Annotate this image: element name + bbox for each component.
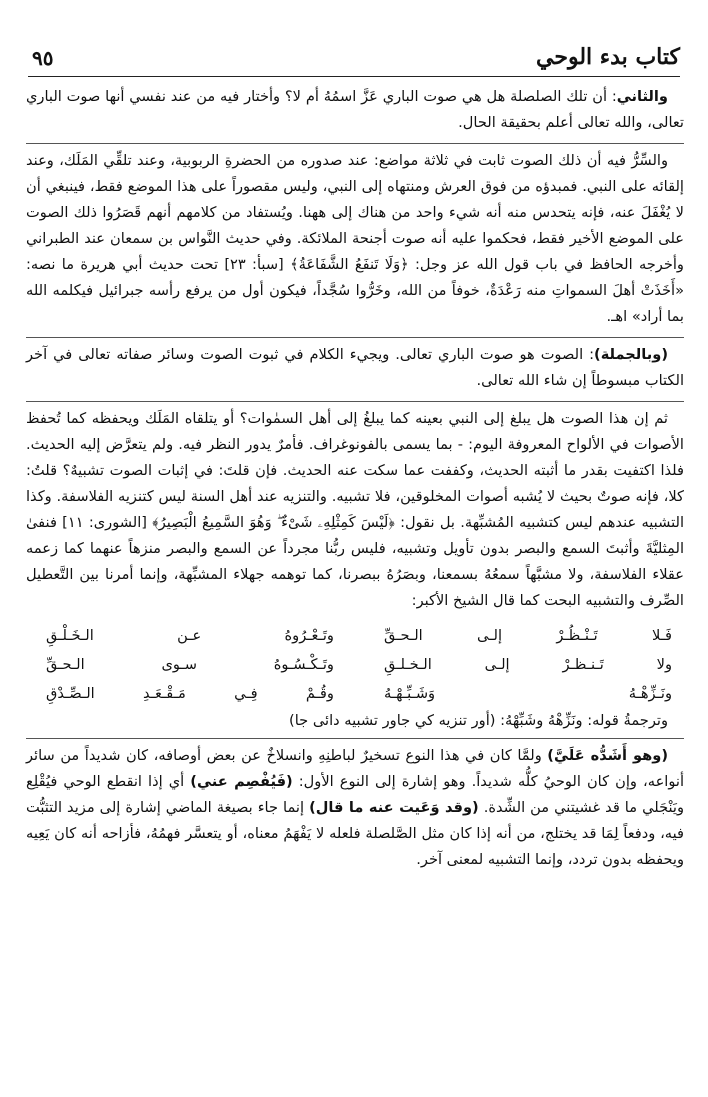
verse-first-half: ونَـزِّهْـهُ وَشَـبِّـهْـهُ xyxy=(384,685,672,702)
quoted-phrase: (وقد وَعَيت عنه ما قال) xyxy=(309,799,479,816)
paragraph-text: : أن تلك الصلصلة هل هي صوت الباري عَزَّ اسمُهُ أم لا؟ وأختار فيه من عند نفسي أنها صوت الباري تعالى، والله تعالى أعلم بحقيقة الحال. xyxy=(26,88,684,131)
page-body xyxy=(26,84,684,880)
poem-translation: وترجمةُ قوله: ونَزِّهْهُ وشَبِّهْهُ: (أور تنزيه كي جاور تشبيه دائى جا) xyxy=(289,712,668,729)
verse-second-half: وتَـعْـرُوهُ عـن الـخَـلْـقِ xyxy=(46,627,334,644)
paragraph-text: ثم إن هذا الصوت هل يبلغ إلى النبي بعينه كما يبلغُ إلى أهل السمٰوات؟ أو يتلقاه المَلَك ويحفظه كما تُحفظ الأصوات في الألواح المعروفة اليوم: - بما يسمى بالفونوغراف. فأمرٌ يدور النظر فيه. ولم يتعرَّض إليه الحديث. فلذا اكتفيت بقدر ما أثبته الحديث، وكففت عما سكت عنه الحديث. فإن قلتَ: في إثبات الصوت تشبيهٌ؟ قلتُ: كلا، فإنه صوتٌ بحيث لا يُشبه أصوات المخلوقين، فلا تشبيه. والتنزيه عند أهل السنة ليس كتنزيه الفلاسفة. وكذا التشبيه عندهم ليس كتشبيه المُشبِّهة. بل نقول: ﴿لَيْسَ كَمِثْلِهِۦ شَىْءٌ ۖ وَهُوَ السَّمِيعُ الْبَصِيرُ﴾ [الشورى: ١١] فنفىٰ المِثليَّةَ وأثبتَ السمع والبصر بدون تأويل وتشبيه، فليس ربُّنا مجرداً عن السمع والبصر منزهاً عنهما كما زعمه عقلاء الفلاسفة، ولا مشبَّهاً سمعُهُ بسمعنا، وبصَرُهُ ببصرنا، كما توهمه جهلاء المشبِّهة، وإنما أمرنا بين التَّعطيل الصِّرف والتشبيه البحت كما قال الشيخ الأكبر: xyxy=(26,410,685,609)
paragraph-hardest xyxy=(26,743,684,873)
page-header xyxy=(28,40,680,77)
divider xyxy=(26,143,684,144)
lead-term: (وبالجملة) xyxy=(594,346,668,363)
paragraph-text: أي إذا انقطع الوحي فيُقْلِع ويَنْجَلي ما قد غشيتني من الشِّدة. xyxy=(26,773,685,816)
verse-first-half: فَـلا تَـنْـظُـرْ إلـى الـحـقِّ xyxy=(384,627,672,644)
verse-first-half: ولا تَـنـظـرْ إلـى الـخـلـقِ xyxy=(384,656,672,673)
paragraph-secret xyxy=(26,148,684,330)
book-title: كتاب بدء الوحي xyxy=(536,44,680,70)
divider xyxy=(26,401,684,402)
verse-second-half: وتَـكْـسُـوهُ سـوى الـحـقِّ xyxy=(46,656,334,673)
page-number: ٩٥ xyxy=(32,46,54,70)
poem-verse xyxy=(26,679,684,708)
lead-term: (وهو أَشَدُّه عَلَيَّ) xyxy=(547,747,668,764)
paragraph-text: ولمَّا كان في هذا النوع تسخيرٌ لباطنِهِ وانسلاخٌ عن بعض أوصافه، كان شديداً من سائر أنواعه، وإن كان الوحيُ كلُّه شديداً. وهو إشارة إلى النوع الأول: xyxy=(26,747,685,790)
divider xyxy=(26,337,684,338)
paragraph-text: : الصوت هو صوت الباري تعالى. ويجيء الكلام في ثبوت الصوت وسائر صفاته تعالى في آخر الكتاب مبسوطاً إن شاء الله تعالى. xyxy=(26,346,684,389)
paragraph-text: إنما جاء بصيغة الماضي إشارة إلى مزيد التثبُّت فيه، ودفعاً لِمَا قد يختلج، من أنه إذا كان مثل الصَّلصلة فلعله لا يَفْهَمُ معناه، أو يتعسَّر فهمُهُ، فأزاحه أنه كان يَعِيه ويحفظه بدون تردد، وإنما التشبيه لمعنى آخر. xyxy=(26,799,684,868)
quoted-phrase: (فَيُفْصِم عني) xyxy=(190,773,293,790)
poem-verse xyxy=(26,621,684,650)
verse-second-half: وقُـمْ فِـي مَـقْـعَـدِ الـصِّـدْقِ xyxy=(46,685,334,702)
paragraph-sound-question xyxy=(26,406,684,614)
paragraph-second-issue xyxy=(26,84,684,136)
paragraph-summary xyxy=(26,342,684,394)
divider xyxy=(26,738,684,739)
paragraph-text: والسِّرُّ فيه أن ذلك الصوت ثابت في ثلاثة مواضع: عند صدوره من الحضرةِ الربوبية، وعند تلقِّي المَلَك، وعند إلقائه على النبي. فمبدؤه من فوق العرش ومنتهاه إلى النبي، وليس مقصوراً على هذا الموضع فقط، فينبغي أن لا يُغْفَلَ عنه، فإنه يتحدس منه أنه شيء واحد من هناك إلى ههنا. ويُستفاد من كلامهم أنهم قَصَرُوا ذلك الصوت على الموضع الأخير فقط، فحكموا عليه أنه صوت أجنحة الملائكة. وفي حديث النَّواس بن سمعان عند الطبراني وأخرجه الحافظ في باب قول الله عز وجل: ﴿وَلَا تَنفَعُ الشَّفَاعَةُ﴾ [سبأ: ٢٣] تحت حديث أبي هريرة ما نصه: «أَخَذَتْ أهلَ السمواتِ منه رَعْدَةٌ، خوفاً من الله، وخَرُّوا سُجَّداً، فيكون أول من يرفع رأسه جبرائيل فيكلمه الله بما أراد» اهـ. xyxy=(26,152,684,325)
lead-term: والثاني xyxy=(616,88,668,105)
poem-verse xyxy=(26,650,684,679)
